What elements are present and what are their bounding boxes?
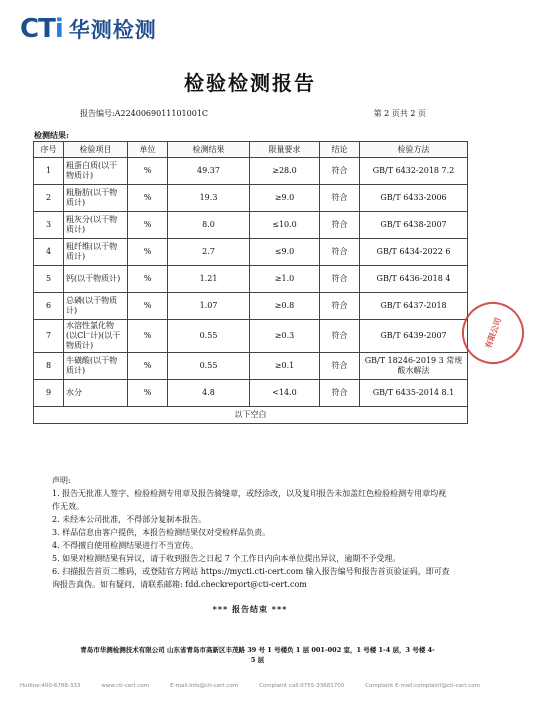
cell-result: 0.55 — [168, 353, 250, 380]
cell-method: GB/T 6438-2007 — [360, 212, 468, 239]
cell-conclusion: 符合 — [320, 158, 360, 185]
logo-mark: CTi — [20, 14, 63, 44]
cell-conclusion: 符合 — [320, 293, 360, 320]
footer-hotline: Hotline:400-6788-333 — [20, 683, 81, 689]
declaration-item: 3. 样品信息由客户提供，本报告检测结果仅对受检样品负责。 — [52, 528, 271, 537]
cell-result: 49.37 — [168, 158, 250, 185]
cell-no: 6 — [34, 293, 64, 320]
declaration-item: 2. 未经本公司批准，不得部分复制本报告。 — [52, 515, 207, 524]
cell-no: 7 — [34, 320, 64, 353]
cell-limit: ≥0.8 — [250, 293, 320, 320]
results-table — [33, 141, 468, 424]
cell-limit: ≤9.0 — [250, 239, 320, 266]
cell-method: GB/T 18246-2019 3 常规酸水解法 — [360, 353, 468, 380]
cell-item: 钙(以干物质计) — [64, 266, 128, 293]
cell-unit: % — [128, 185, 168, 212]
cell-item: 总磷(以干物质计) — [64, 293, 128, 320]
declaration-item: 6. 扫描报告首页二维码，或登陆官方网站 https://mycti.cti-cert.com 输入报告编号和报告首页验证码，即可查询报告真伪。如有疑问，请联系邮箱: fdd.checkreport@cti-cert.com — [52, 567, 450, 589]
cell-method: GB/T 6435-2014 8.1 — [360, 380, 468, 407]
section-label: 检测结果: — [34, 130, 69, 140]
col-header: 限量要求 — [250, 142, 320, 158]
footer-complaint-call: Complaint call:0755-33681700 — [259, 683, 345, 689]
table-row — [34, 158, 468, 185]
blank-below-note: 以下空白 — [34, 407, 468, 424]
cell-conclusion: 符合 — [320, 380, 360, 407]
cell-limit: <14.0 — [250, 380, 320, 407]
declaration-title: 声明: — [52, 476, 71, 485]
table-row — [34, 239, 468, 266]
cell-unit: % — [128, 353, 168, 380]
footer-email-link[interactable]: E-mail:info@cti-cert.com — [170, 683, 239, 689]
cell-limit: ≥9.0 — [250, 185, 320, 212]
table-end-row — [34, 407, 468, 424]
declaration — [52, 474, 452, 591]
cell-result: 8.0 — [168, 212, 250, 239]
cell-method: GB/T 6434-2022 6 — [360, 239, 468, 266]
cell-result: 2.7 — [168, 239, 250, 266]
declaration-item: 5. 如果对检测结果有异议，请于收到报告之日起 7 个工作日内向本单位提出异议，逾期不予受理。 — [52, 554, 401, 563]
cell-limit: ≥28.0 — [250, 158, 320, 185]
cell-method: GB/T 6437-2018 — [360, 293, 468, 320]
cell-unit: % — [128, 293, 168, 320]
logo-chinese-name: 华测检测 — [68, 18, 157, 42]
cell-conclusion: 符合 — [320, 239, 360, 266]
table-row — [34, 353, 468, 380]
footer-complaint-email-link[interactable]: Complaint E-mail:complaint@cti-cert.com — [365, 683, 480, 689]
table-row — [34, 212, 468, 239]
cell-no: 2 — [34, 185, 64, 212]
cell-no: 8 — [34, 353, 64, 380]
company-address: 青岛市华测检测技术有限公司 山东省青岛市高新区丰茂路 39 号 1 号楼负 1 层 001-002 室，1 号楼 1-4 层，3 号楼 4-5 层 — [80, 646, 435, 664]
cell-no: 4 — [34, 239, 64, 266]
report-end-mark: *** 报告结束 *** — [212, 604, 288, 614]
cell-unit: % — [128, 158, 168, 185]
cell-conclusion: 符合 — [320, 185, 360, 212]
col-header: 单位 — [128, 142, 168, 158]
col-header: 序号 — [34, 142, 64, 158]
cell-no: 5 — [34, 266, 64, 293]
company-logo — [20, 14, 157, 44]
table-row — [34, 293, 468, 320]
cell-unit: % — [128, 320, 168, 353]
cell-result: 0.55 — [168, 320, 250, 353]
cell-conclusion: 符合 — [320, 320, 360, 353]
cell-limit: ≥0.3 — [250, 320, 320, 353]
cell-method: GB/T 6439-2007 — [360, 320, 468, 353]
cell-result: 1.21 — [168, 266, 250, 293]
cell-item: 粗纤维(以干物质计) — [64, 239, 128, 266]
cell-item: 粗脂肪(以干物质计) — [64, 185, 128, 212]
cell-unit: % — [128, 212, 168, 239]
cell-unit: % — [128, 266, 168, 293]
cell-item: 水溶性氯化物(以Cl⁻计)(以干物质计) — [64, 320, 128, 353]
cell-limit: ≥0.1 — [250, 353, 320, 380]
cell-result: 19.3 — [168, 185, 250, 212]
col-header: 结论 — [320, 142, 360, 158]
cell-method: GB/T 6432-2018 7.2 — [360, 158, 468, 185]
cell-item: 粗蛋白质(以干物质计) — [64, 158, 128, 185]
cell-no: 3 — [34, 212, 64, 239]
col-header: 检验方法 — [360, 142, 468, 158]
cell-item: 牛磺酸(以干物质计) — [64, 353, 128, 380]
footer-website-link[interactable]: www.cti-cert.com — [101, 683, 150, 689]
cell-result: 4.8 — [168, 380, 250, 407]
cell-result: 1.07 — [168, 293, 250, 320]
cell-method: GB/T 6436-2018 4 — [360, 266, 468, 293]
table-row — [34, 185, 468, 212]
cell-conclusion: 符合 — [320, 266, 360, 293]
declaration-item: 4. 不得擅自使用检测结果进行不当宣传。 — [52, 541, 199, 550]
table-header-row — [34, 142, 468, 158]
cell-limit: ≥1.0 — [250, 266, 320, 293]
cell-no: 9 — [34, 380, 64, 407]
cell-item: 粗灰分(以干物质计) — [64, 212, 128, 239]
cell-item: 水分 — [64, 380, 128, 407]
col-header: 检验项目 — [64, 142, 128, 158]
report-title: 检验检测报告 — [184, 71, 316, 95]
declaration-item: 1. 报告无批准人签字、检验检测专用章及报告骑缝章，或经涂改，以及复印报告未加盖红色检验检测专用章均视作无效。 — [52, 489, 447, 511]
cell-unit: % — [128, 239, 168, 266]
cell-conclusion: 符合 — [320, 353, 360, 380]
table-row — [34, 266, 468, 293]
cell-method: GB/T 6433-2006 — [360, 185, 468, 212]
table-row — [34, 380, 468, 407]
cell-conclusion: 符合 — [320, 212, 360, 239]
cell-limit: ≤10.0 — [250, 212, 320, 239]
cell-no: 1 — [34, 158, 64, 185]
page-info: 第 2 页共 2 页 — [373, 109, 426, 118]
report-number: 报告编号:A2240069011101001C — [80, 109, 209, 118]
cell-unit: % — [128, 380, 168, 407]
col-header: 检测结果 — [168, 142, 250, 158]
company-seal: 有限公司 — [453, 293, 532, 372]
table-row — [34, 320, 468, 353]
page-footer — [20, 683, 480, 689]
